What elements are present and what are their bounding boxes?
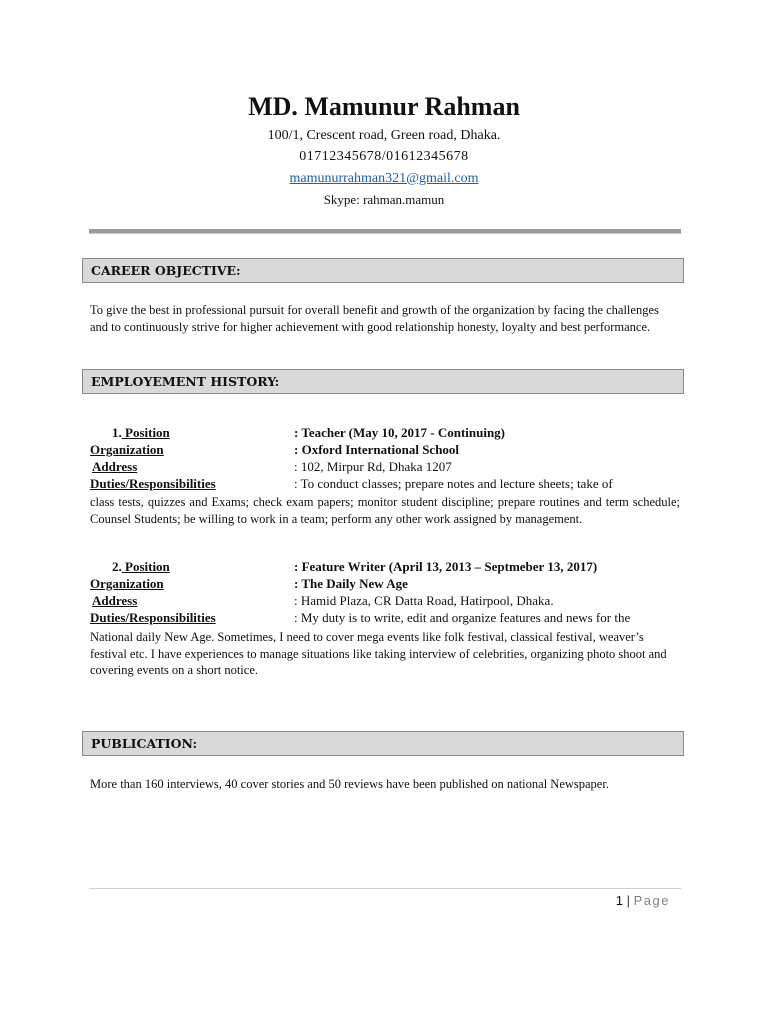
job-2-duties-text: National daily New Age. Sometimes, I need to cover mega events like folk festival, classical festival, weaver’s festival etc. I have experiences to manage situations like taking interview of celebrities, organizing photo shoot and covering events on a short notice. bbox=[90, 630, 667, 677]
job-2-organization-row bbox=[90, 576, 680, 593]
email-link[interactable]: mamunurrahman321@gmail.com bbox=[289, 171, 479, 186]
page-number: 1 bbox=[615, 893, 623, 908]
page-word: Page bbox=[633, 893, 670, 908]
job-2-organization-value: : The Daily New Age bbox=[294, 576, 408, 591]
job-2-position-row bbox=[90, 559, 680, 576]
job-2-duties-first-line: : My duty is to write, edit and organize features and news for the bbox=[294, 610, 631, 625]
job-2-duties-row bbox=[90, 610, 680, 627]
employment-history-heading: EMPLOYEMENT HISTORY: bbox=[82, 369, 684, 394]
job-2-organization-label: Organization bbox=[90, 576, 164, 591]
skype-id: Skype: rahman.mamun bbox=[323, 192, 445, 207]
job-1-duties-text: class tests, quizzes and Exams; check exam papers; monitor student discipline; prepare routines and term schedule; Counsel Students; be willing to work in a team; perform any other work assigned by management. bbox=[90, 495, 680, 526]
phone-numbers: 01712345678/01612345678 bbox=[299, 149, 469, 164]
job-2-duties-label: Duties/Responsibilities bbox=[90, 610, 216, 625]
page-separator: | bbox=[626, 893, 630, 908]
job-1-organization-label: Organization bbox=[90, 442, 164, 457]
job-1-position-row bbox=[90, 425, 680, 442]
email-line bbox=[0, 171, 768, 187]
job-2-address-value: : Hamid Plaza, CR Datta Road, Hatirpool, Dhaka. bbox=[294, 593, 554, 608]
career-objective-heading: CAREER OBJECTIVE: bbox=[82, 258, 684, 283]
job-1-position-label: 1. Position bbox=[112, 425, 170, 440]
job-1-duties-label: Duties/Responsibilities bbox=[90, 476, 216, 491]
job-2-address-row bbox=[90, 593, 680, 610]
job-1-address-row bbox=[90, 459, 680, 476]
publication-text: More than 160 interviews, 40 cover stories and 50 reviews have been published on national Newspaper. bbox=[90, 777, 609, 791]
job-2-position-label: 2. Position bbox=[112, 559, 170, 574]
publication-heading: PUBLICATION: bbox=[82, 731, 684, 756]
job-1-address-label: Address bbox=[92, 459, 138, 474]
job-2-position-value: : Feature Writer (April 13, 2013 – Septmeber 13, 2017) bbox=[294, 559, 598, 574]
postal-address: 100/1, Crescent road, Green road, Dhaka. bbox=[267, 128, 501, 143]
job-1-position-value: : Teacher (May 10, 2017 - Continuing) bbox=[294, 425, 506, 440]
job-2-address-label: Address bbox=[92, 593, 138, 608]
page-footer bbox=[616, 893, 670, 908]
job-1-organization-value: : Oxford International School bbox=[294, 442, 460, 457]
header-divider bbox=[89, 229, 681, 234]
job-1-duties-row bbox=[90, 476, 680, 493]
job-1-organization-row bbox=[90, 442, 680, 459]
footer-divider bbox=[89, 888, 681, 889]
candidate-name: MD. Mamunur Rahman bbox=[248, 92, 520, 121]
job-1-duties-first-line: : To conduct classes; prepare notes and lecture sheets; take of bbox=[294, 476, 613, 491]
job-1-address-value: : 102, Mirpur Rd, Dhaka 1207 bbox=[294, 459, 452, 474]
career-objective-text: To give the best in professional pursuit for overall benefit and growth of the organization by facing the challenges and to continuously strive for higher achievement with good relationship honesty, loyalty and best performance. bbox=[90, 303, 659, 334]
